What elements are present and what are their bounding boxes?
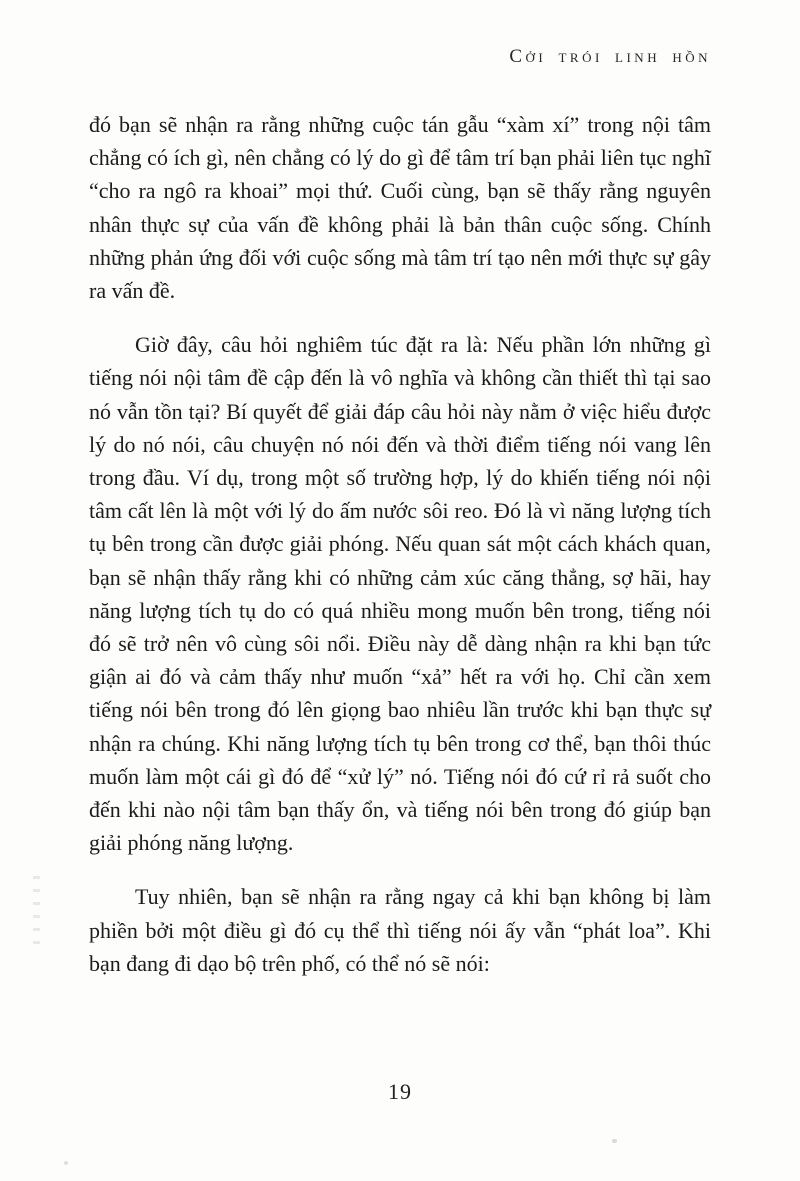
page-number: 19 [388,1079,412,1104]
paragraph: Tuy nhiên, bạn sẽ nhận ra rằng ngay cả khi bạn không bị làm phiền bởi một điều gì đó cụ thể thì tiếng nói ấy vẫn “phát loa”. Khi bạn đang đi dạo bộ trên phố, có thể nó sẽ nói: [89,884,711,976]
scan-artifact [612,1139,617,1143]
paragraph: Giờ đây, câu hỏi nghiêm túc đặt ra là: Nếu phần lớn những gì tiếng nói nội tâm đề cập đến là vô nghĩa và không cần thiết thì tại sao nó vẫn tồn tại? Bí quyết để giải đáp câu hỏi này nằm ở việc hiểu được lý do nó nói, câu chuyện nó nói đến và thời điểm tiếng nói vang lên trong đầu. Ví dụ, trong một số trường hợp, lý do khiến tiếng nói nội tâm cất lên là một với lý do ấm nước sôi reo. Đó là vì năng lượng tích tụ bên trong cần được giải phóng. Nếu quan sát một cách khách quan, bạn sẽ nhận thấy rằng khi có những cảm xúc căng thẳng, sợ hãi, hay năng lượng tích tụ do có quá nhiều mong muốn bên trong, tiếng nói đó sẽ trở nên vô cùng sôi nổi. Điều này dễ dàng nhận ra khi bạn tức giận ai đó và cảm thấy như muốn “xả” hết ra với họ. Chỉ cần xem tiếng nói bên trong đó lên giọng bao nhiêu lần trước khi bạn thực sự nhận ra chúng. Khi năng lượng tích tụ bên trong cơ thể, bạn thôi thúc muốn làm một cái gì đó để “xử lý” nó. Tiếng nói đó cứ rỉ rả suốt cho đến khi nào nội tâm bạn thấy ổn, và tiếng nói bên trong đó giúp bạn giải phóng năng lượng. [89,332,711,856]
paragraph: đó bạn sẽ nhận ra rằng những cuộc tán gẫu “xàm xí” trong nội tâm chẳng có ích gì, nên chẳng có lý do gì để tâm trí bạn phải liên tục nghĩ “cho ra ngô ra khoai” mọi thứ. Cuối cùng, bạn sẽ thấy rằng nguyên nhân thực sự của vấn đề không phải là bản thân cuộc sống. Chính những phản ứng đối với cuộc sống mà tâm trí tạo nên mới thực sự gây ra vấn đề. [89,112,711,304]
scan-artifact [64,1161,68,1165]
running-head-title: Cởi trói linh hồn [509,46,711,67]
page-body-text [89,108,711,980]
scan-artifact [33,876,40,954]
